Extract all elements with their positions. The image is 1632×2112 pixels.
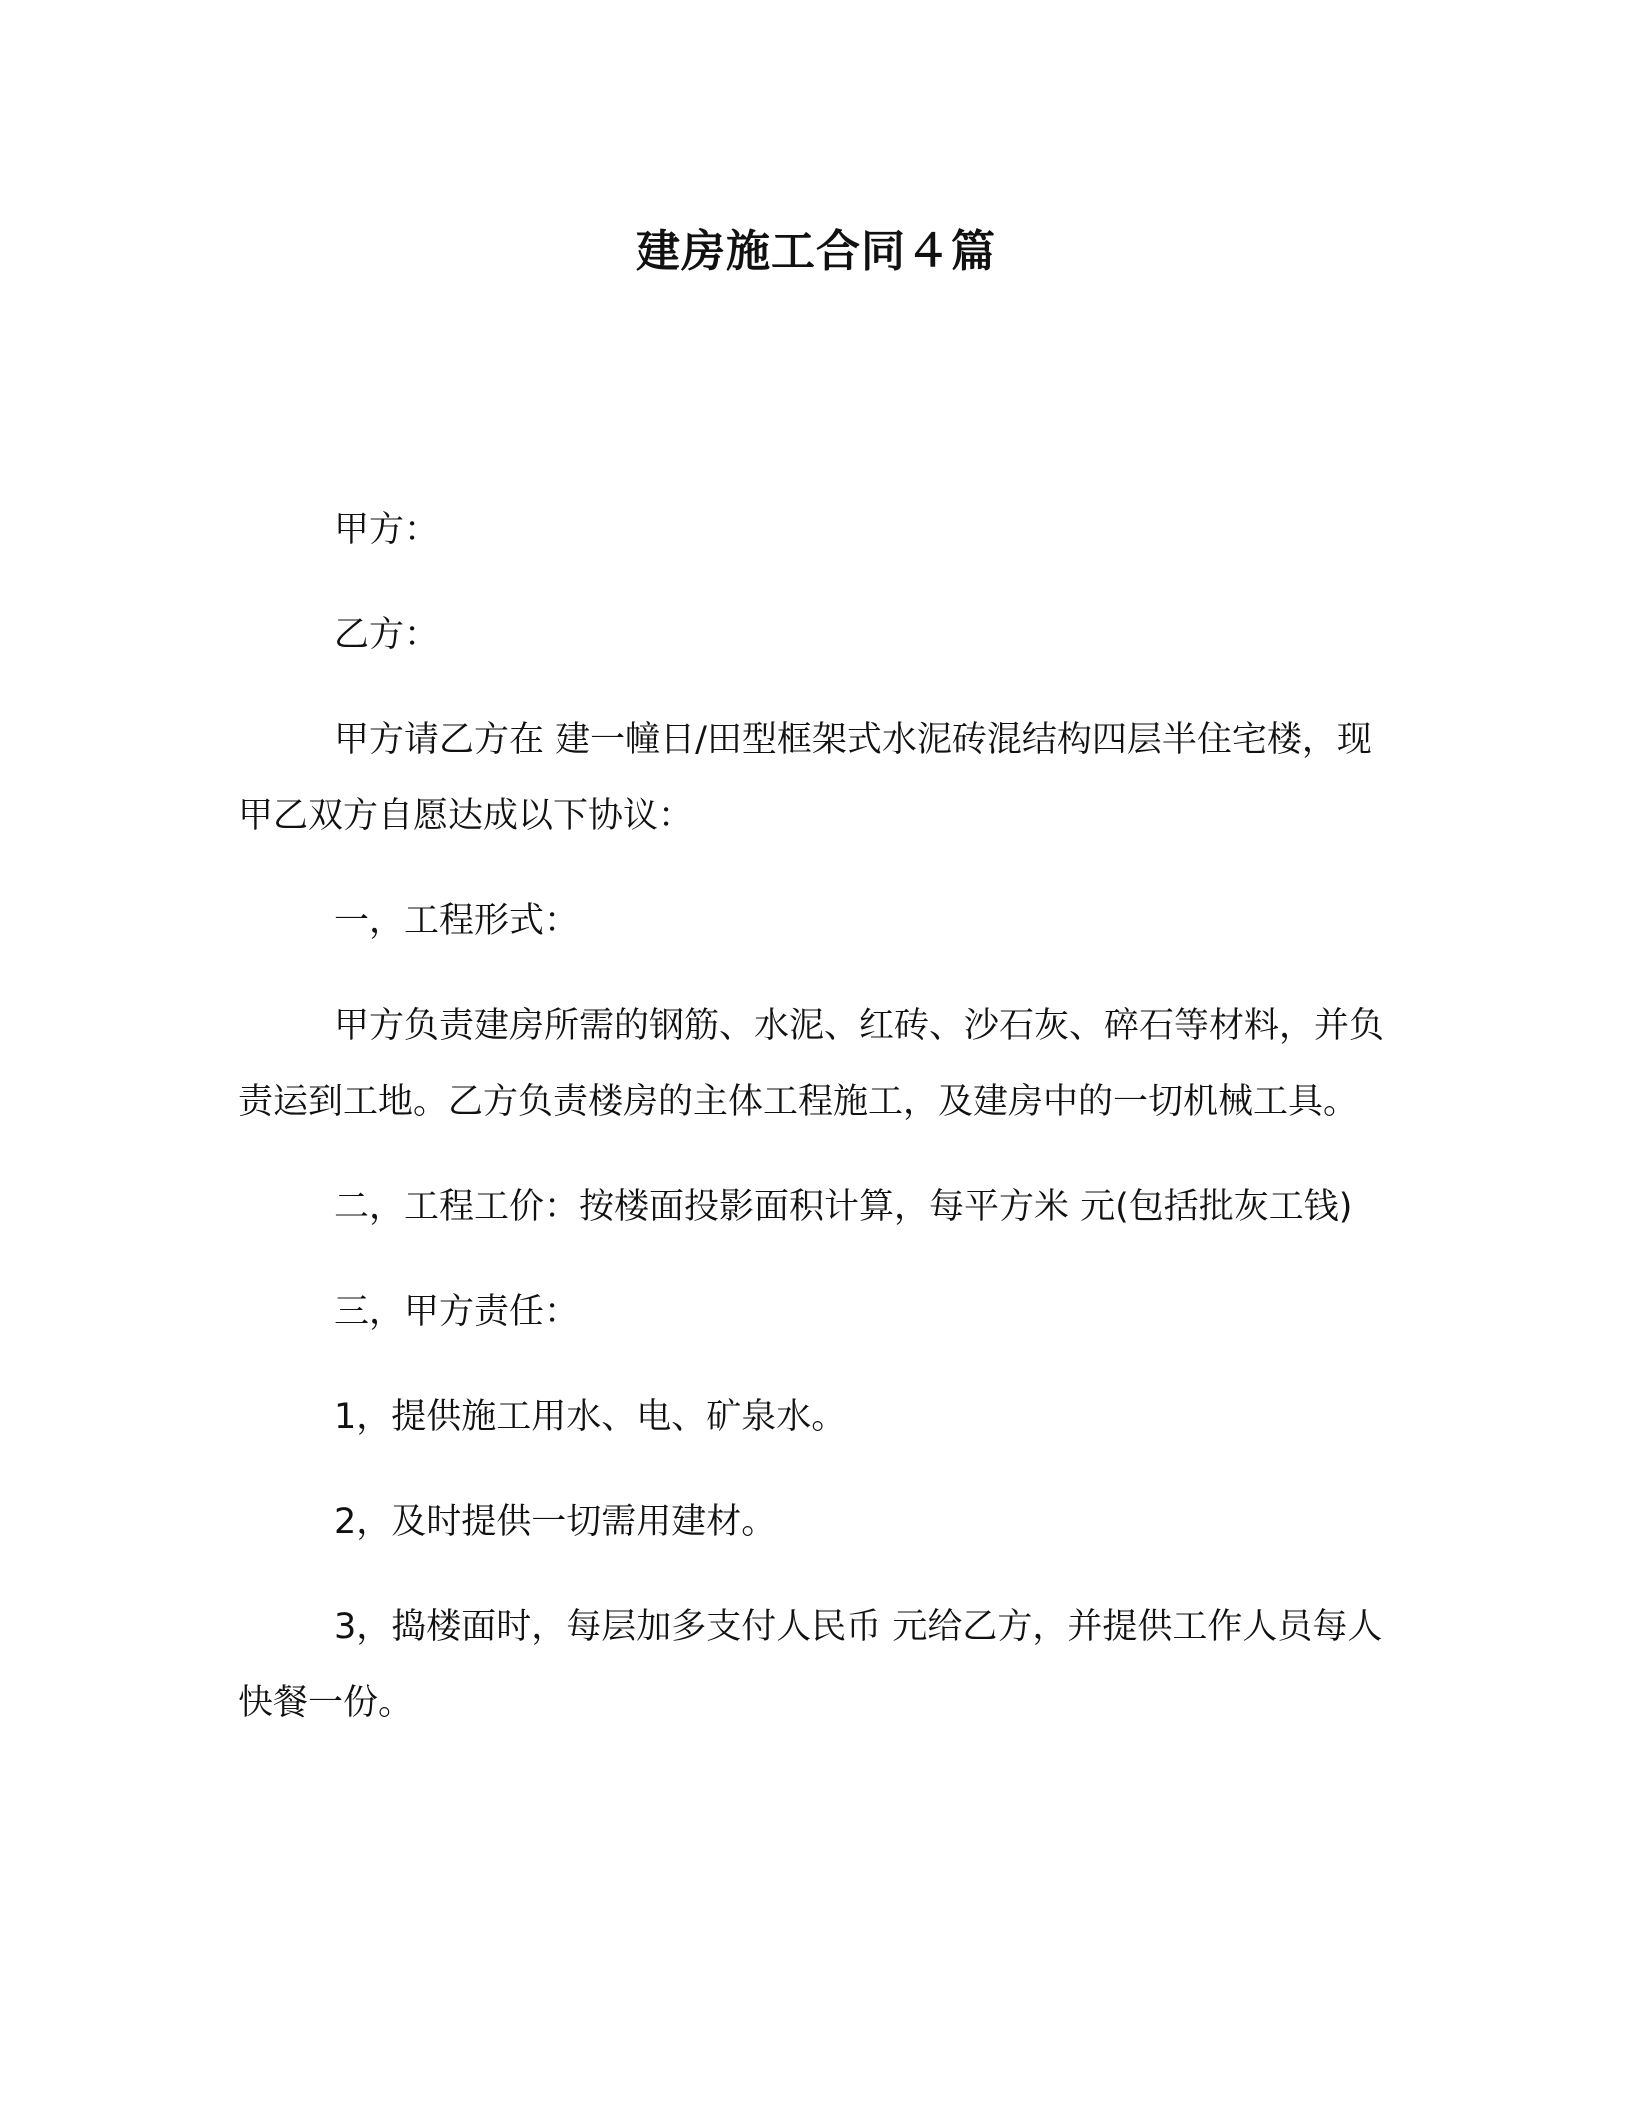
- section-heading-3: 三，甲方责任：: [334, 1292, 580, 1332]
- document-title: 建房施工合同４篇: [636, 226, 996, 277]
- section-heading-1: 一，工程形式：: [334, 901, 580, 941]
- list-item-3: 3，捣楼面时，每层加多支付人民币 元给乙方，并提供工作人员每人快餐一份。: [238, 1607, 1383, 1723]
- agreement-intro: 甲方请乙方在 建一幢日/田型框架式水泥砖混结构四层半住宅楼，现甲乙双方自愿达成以下协议：: [238, 720, 1372, 836]
- section-2-text: 二，工程工价：按楼面投影面积计算，每平方米 元(包括批灰工钱): [334, 1187, 1353, 1227]
- list-item-2: 2，及时提供一切需用建材。: [334, 1502, 777, 1542]
- party-b-line: 乙方：: [334, 615, 440, 655]
- list-item-1: 1，提供施工用水、电、矿泉水。: [334, 1397, 847, 1437]
- party-a-line: 甲方：: [334, 510, 440, 550]
- document-body: [238, 492, 1388, 1770]
- section-1-text: 甲方负责建房所需的钢筋、水泥、红砖、沙石灰、碎石等材料，并负责运到工地。乙方负责楼房的主体工程施工，及建房中的一切机械工具。: [238, 1006, 1385, 1122]
